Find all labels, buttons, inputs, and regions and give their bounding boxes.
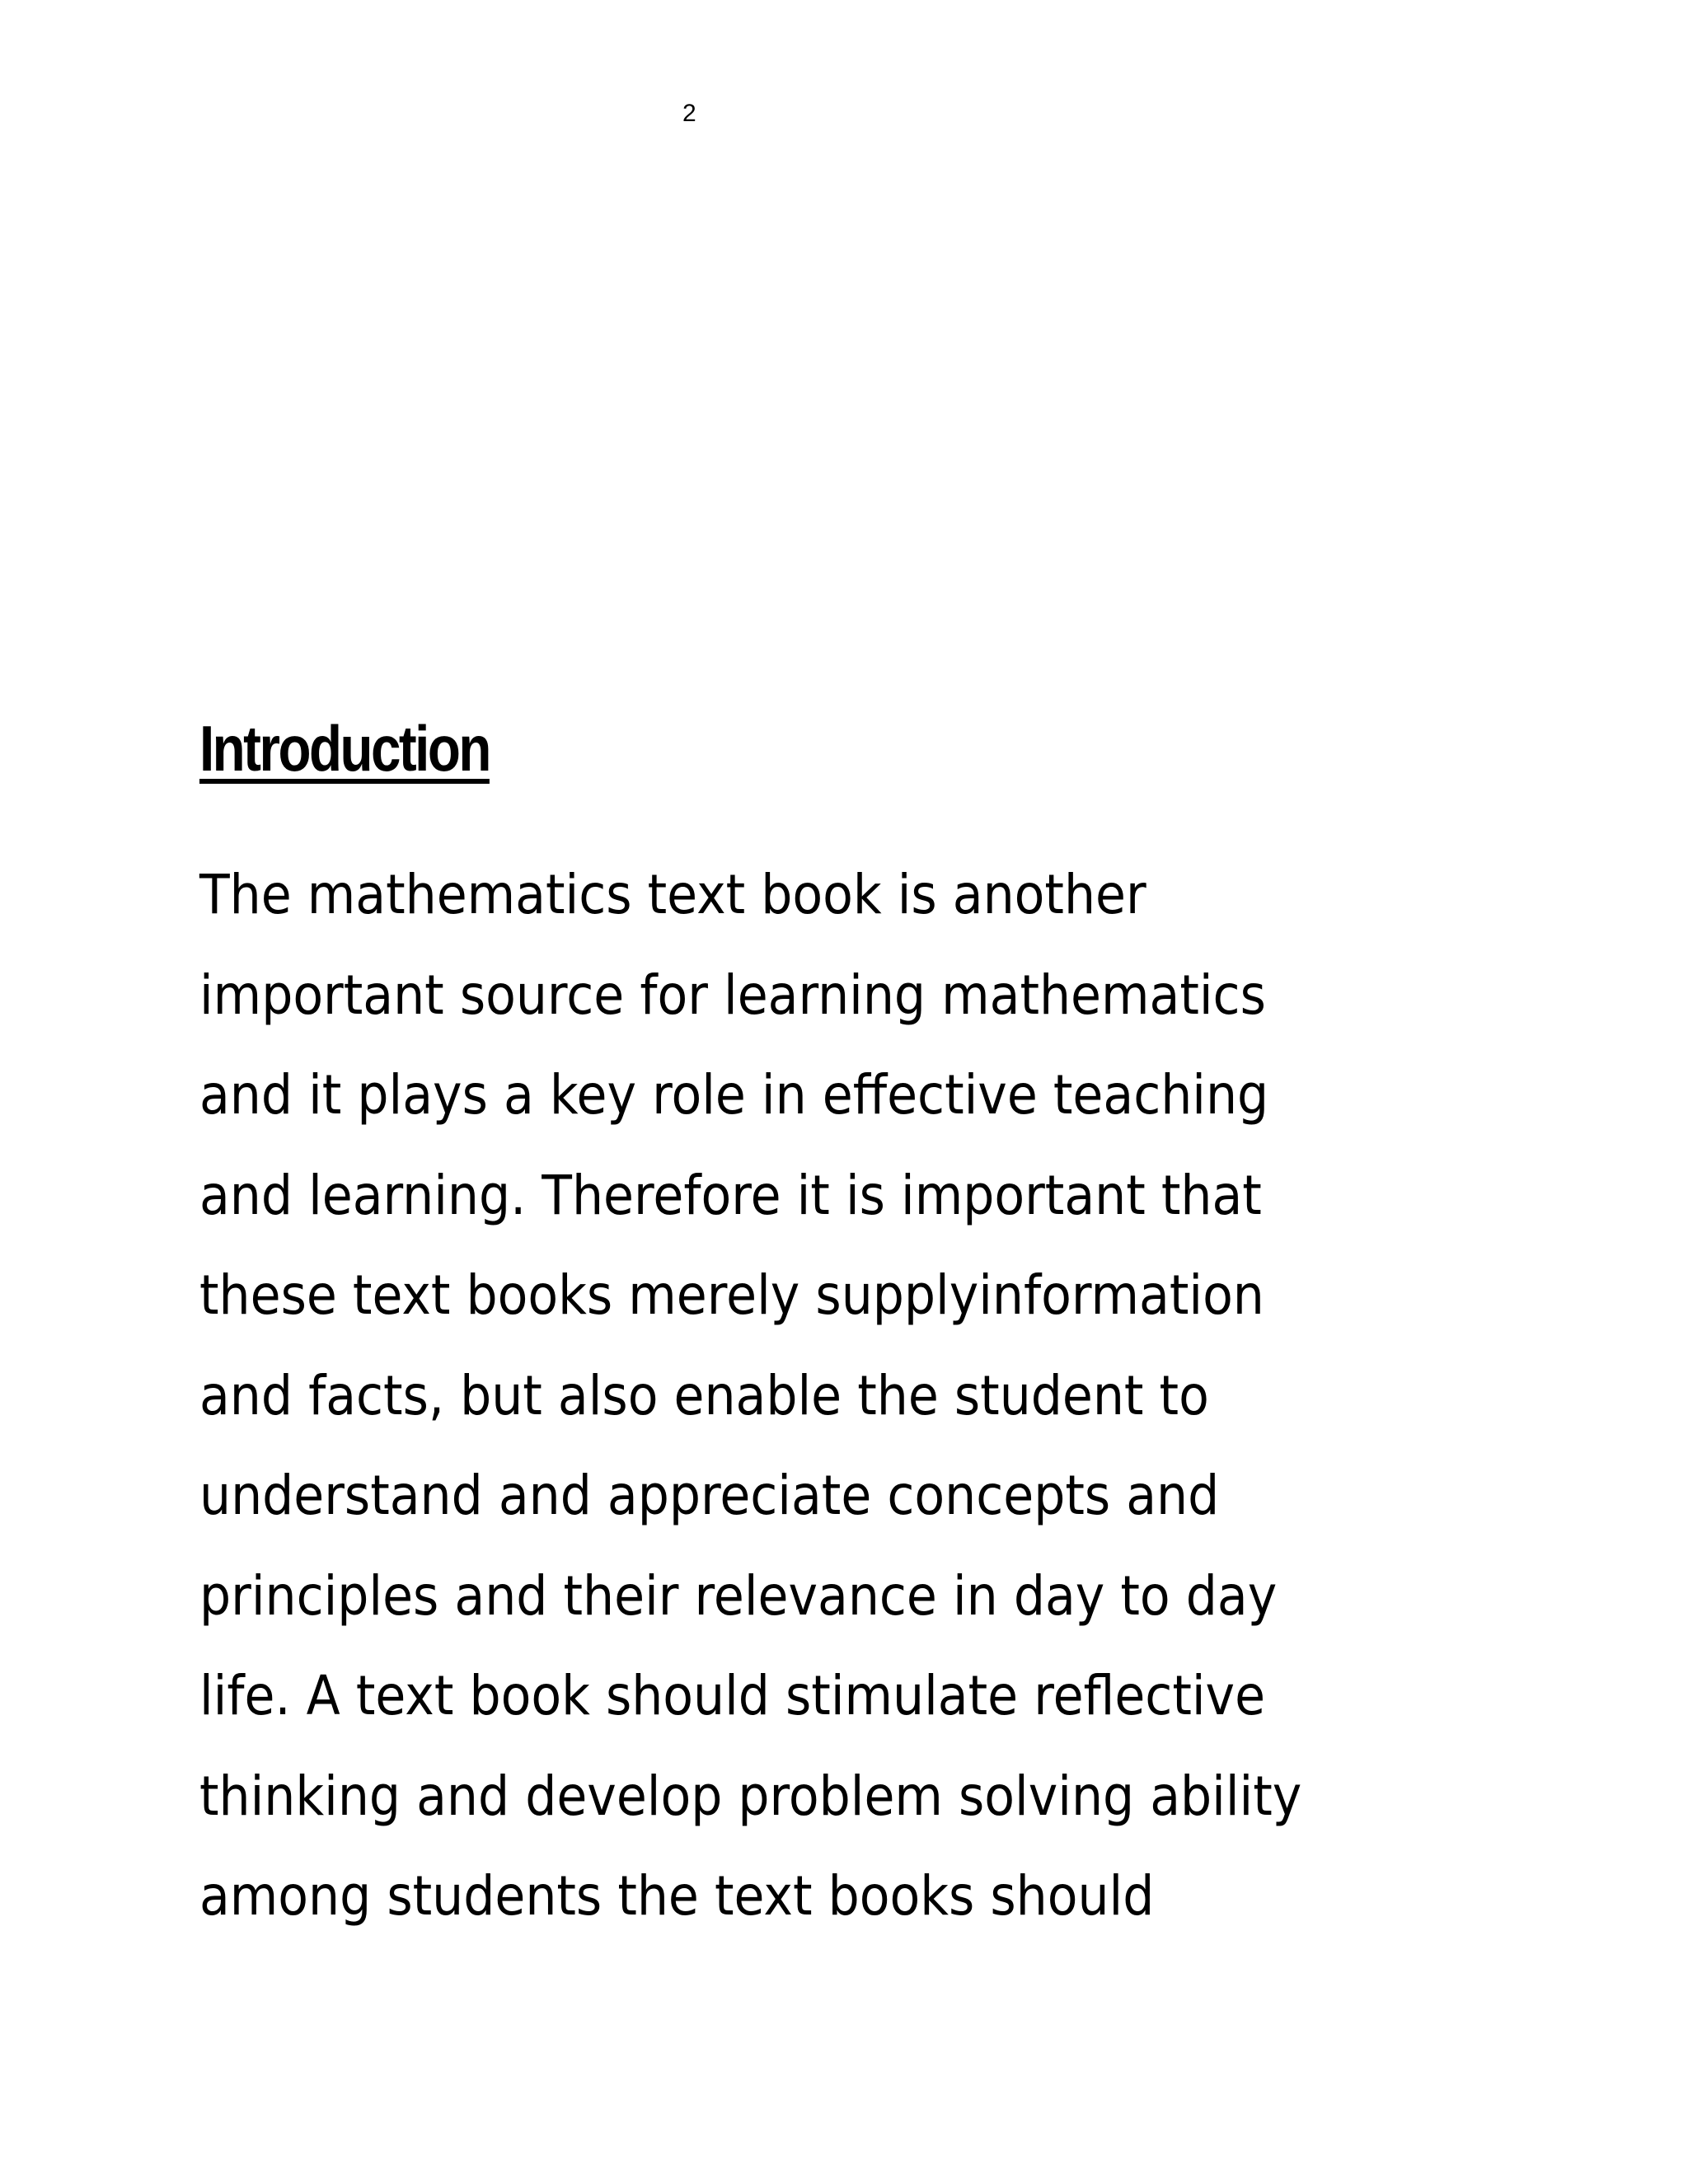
paragraph-line: important source for learning mathematics bbox=[199, 963, 1266, 1027]
paragraph-line: understand and appreciate concepts and bbox=[199, 1464, 1220, 1527]
paragraph-line: and it plays a key role in effective teaching bbox=[199, 1063, 1269, 1127]
paragraph-line: The mathematics text book is another bbox=[199, 863, 1146, 926]
paragraph-line: among students the text books should bbox=[199, 1864, 1155, 1928]
paragraph-line: life. A text book should stimulate reflective bbox=[199, 1664, 1266, 1727]
paragraph-line: principles and their relevance in day to day bbox=[199, 1563, 1278, 1628]
paragraph-line: these text books merely supplyinformation bbox=[199, 1263, 1264, 1327]
body-paragraph bbox=[199, 845, 1592, 1947]
paragraph-line: and facts, but also enable the student to bbox=[199, 1363, 1209, 1427]
paragraph-line: and learning. Therefore it is important that bbox=[199, 1163, 1262, 1227]
section-heading: Introduction bbox=[199, 712, 490, 785]
paragraph-line: thinking and develop problem solving ability bbox=[199, 1764, 1302, 1828]
page-number: 2 bbox=[682, 100, 696, 127]
